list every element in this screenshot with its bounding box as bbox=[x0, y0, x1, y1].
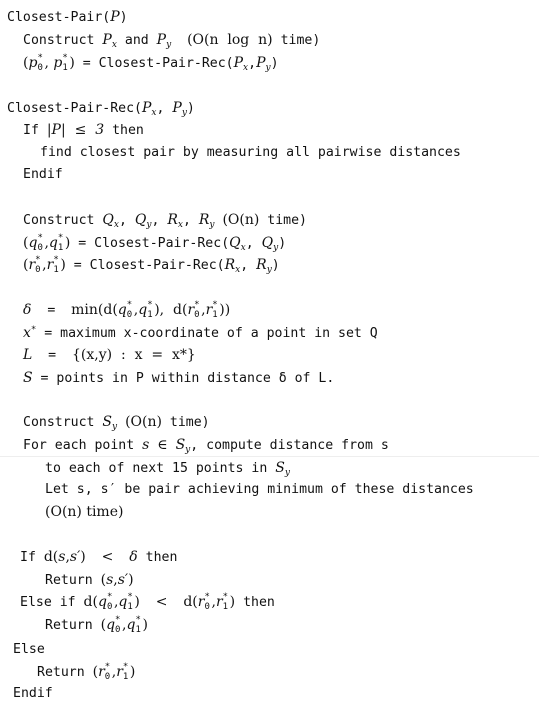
return-q-line: Return (q * 0 ,q * 1 ) bbox=[45, 615, 148, 635]
closest-pair-header: Closest-Pair(P) bbox=[7, 9, 128, 25]
for-each-line: For each point s ∈ $S_y$, compute distance from s bbox=[23, 437, 389, 455]
xstar-definition: x* = maximum x-coordinate of a point in set Q bbox=[23, 325, 378, 341]
initial-rec-call: (p * 0 , p * 1 ) = Closest-$Pair-Rec(P_x,P_y)$ bbox=[23, 53, 279, 73]
L-definition: L = {(x,y) : x = x*} bbox=[23, 347, 196, 363]
construct-sy-line: Construct $S_y$ (O(n) time) bbox=[23, 414, 210, 432]
rec-call-r: (r * 0 ,r * 1 ) = Closest-$Pair-Rec(R_x$, $R_y$) bbox=[23, 255, 280, 275]
divider bbox=[0, 456, 539, 457]
next-15-line: to each of next 15 points in $S_y$ bbox=[45, 460, 290, 478]
construct-q-r-line: Construct $Q_x$, $Q_y$, $R_x$, $R_y$ (O(n) time) bbox=[23, 212, 307, 230]
on-time-line: (O(n) time) bbox=[45, 504, 124, 520]
function-name: Closest-Pair bbox=[7, 10, 103, 25]
else-line: Else bbox=[13, 642, 45, 657]
closest-pair-rec-header: Closest-$Pair-Rec(P_x$, $P_y$) bbox=[7, 100, 195, 118]
base-case-if: If |P| ≤ 3 then bbox=[23, 122, 144, 138]
delta-definition: δ = min(d(q * 0 ,q * 1 ), d(r * 0 ,r * 1 )) bbox=[23, 300, 231, 320]
let-pair-line: Let s, s′ be pair achieving minimum of these distances bbox=[45, 482, 474, 497]
endif-line-2: Endif bbox=[13, 686, 53, 701]
endif-line-1: Endif bbox=[23, 167, 63, 182]
construct-px-py-line: Construct $P_x$ and $P_y$ (O(n log n) time) bbox=[23, 32, 321, 50]
rec-call-q: (q * 0 ,q * 1 ) = Closest-$Pair-Rec(Q_x$, $Q_y$) bbox=[23, 233, 287, 253]
if-ds-line: If d(s,s′) < δ then bbox=[20, 549, 178, 565]
return-s-line: Return (s,s′) bbox=[45, 572, 134, 588]
S-definition: S = points in P within distance δ of L. bbox=[23, 370, 335, 386]
brute-force-line: find closest pair by measuring all pairwise distances bbox=[40, 145, 461, 160]
else-if-line: Else if d(q * 0 ,q * 1 ) < d(r * 0 ,r * 1 ) then bbox=[20, 592, 275, 612]
return-r-line: Return (r * 0 ,r * 1 ) bbox=[37, 662, 136, 682]
